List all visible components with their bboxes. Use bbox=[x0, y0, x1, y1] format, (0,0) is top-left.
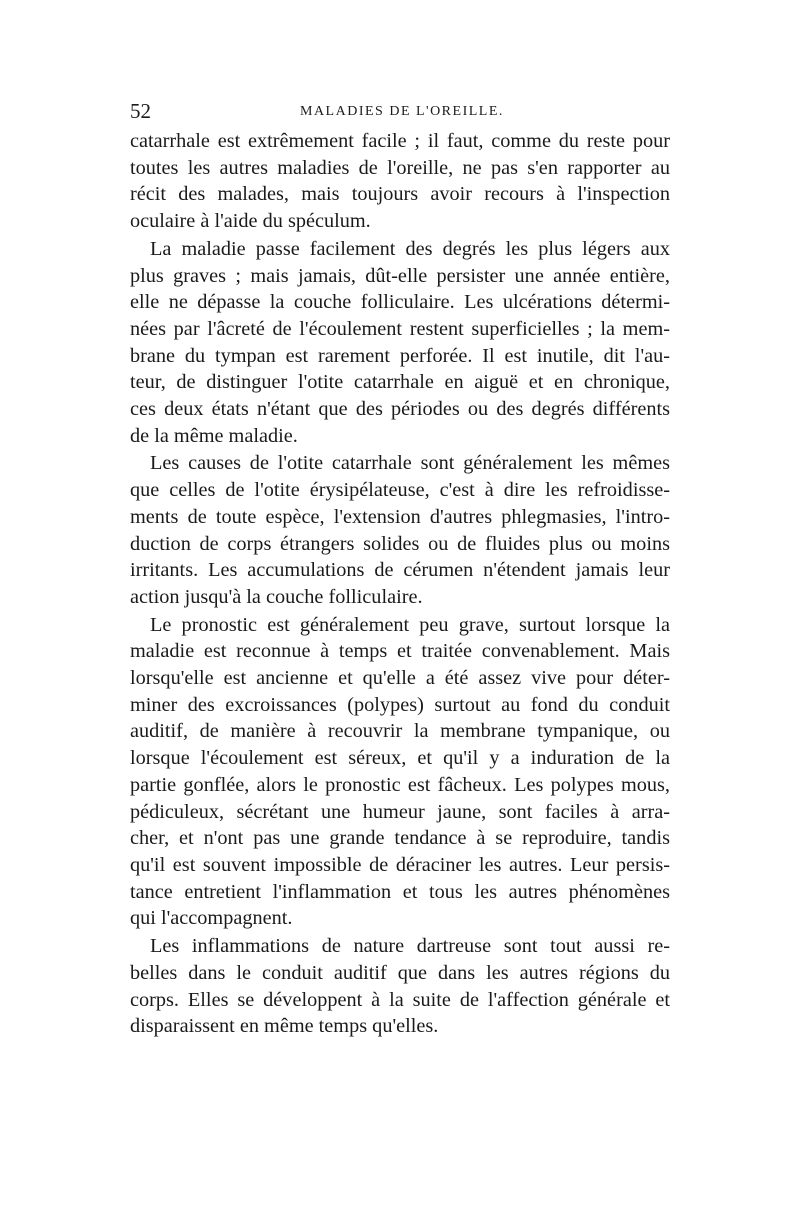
paragraph bbox=[130, 612, 670, 932]
text-line: Le pronostic est généralement peu grave, surtout lorsque la bbox=[150, 613, 670, 636]
page-number: 52 bbox=[130, 99, 151, 123]
text-line: Les inflammations de nature dartreuse sont tout aussi re- bbox=[150, 935, 670, 958]
text-line: cher, et n'ont pas une grande tendance à se reproduire, tandis bbox=[130, 827, 670, 850]
text-line: lorsqu'elle est ancienne et qu'elle a été assez vive pour déter- bbox=[130, 667, 670, 690]
text-line: La maladie passe facilement des degrés les plus légers aux bbox=[150, 237, 670, 260]
text-line: catarrhale est extrêmement facile ; il faut, comme du reste pour bbox=[130, 130, 670, 152]
text-line: partie gonflée, alors le pronostic est fâcheux. Les polypes mous, bbox=[130, 773, 670, 796]
text-line: miner des excroissances (polypes) surtout au fond du conduit bbox=[130, 693, 670, 716]
text-line: ments de toute espèce, l'extension d'autres phlegmasies, l'intro- bbox=[130, 505, 670, 528]
text-line: toutes les autres maladies de l'oreille, ne pas s'en rapporter au bbox=[130, 156, 670, 179]
text-line: auditif, de manière à recouvrir la membrane tympanique, ou bbox=[130, 720, 670, 743]
text-line: disparaissent en même temps qu'elles. bbox=[130, 1015, 439, 1038]
text-line: que celles de l'otite érysipélateuse, c'est à dire les refroidisse- bbox=[130, 479, 670, 502]
text-line: pédiculeux, sécrétant une humeur jaune, sont faciles à arra- bbox=[130, 800, 670, 823]
paragraph bbox=[130, 236, 670, 450]
text-line: corps. Elles se développent à la suite de l'affection générale et bbox=[130, 988, 670, 1011]
text-line: plus graves ; mais jamais, dût-elle persister une année entière, bbox=[130, 264, 670, 287]
text-line: duction de corps étrangers solides ou de fluides plus ou moins bbox=[130, 532, 670, 555]
running-title: MALADIES DE L'OREILLE. bbox=[300, 104, 504, 119]
text-line: récit des malades, mais toujours avoir recours à l'inspection bbox=[130, 183, 670, 206]
text-line: Les causes de l'otite catarrhale sont généralement les mêmes bbox=[150, 452, 670, 475]
paragraph bbox=[130, 128, 670, 235]
text-line: qu'il est souvent impossible de déraciner les autres. Leur persis- bbox=[130, 853, 670, 876]
running-head bbox=[130, 99, 670, 129]
text-line: irritants. Les accumulations de cérumen n'étendent jamais leur bbox=[130, 559, 670, 582]
text-line: qui l'accompagnent. bbox=[130, 907, 293, 930]
paragraph bbox=[130, 450, 670, 610]
text-line: lorsque l'écoulement est séreux, et qu'il y a induration de la bbox=[130, 747, 670, 770]
text-line: nées par l'âcreté de l'écoulement restent superficielles ; la mem- bbox=[130, 317, 670, 340]
text-line: brane du tympan est rarement perforée. Il est inutile, dit l'au- bbox=[130, 344, 670, 367]
text-line: belles dans le conduit auditif que dans les autres régions du bbox=[130, 961, 670, 984]
text-line: teur, de distinguer l'otite catarrhale en aiguë et en chronique, bbox=[130, 371, 670, 394]
text-line: tance entretient l'inflammation et tous les autres phénomènes bbox=[130, 880, 670, 903]
body-text bbox=[130, 128, 670, 1041]
text-line: action jusqu'à la couche folliculaire. bbox=[130, 585, 423, 608]
text-line: ces deux états n'étant que des périodes ou des degrés différents bbox=[130, 398, 670, 421]
text-line: maladie est reconnue à temps et traitée convenablement. Mais bbox=[130, 640, 670, 663]
text-line: oculaire à l'aide du spéculum. bbox=[130, 210, 371, 233]
text-line: elle ne dépasse la couche folliculaire. Les ulcérations détermi- bbox=[130, 291, 670, 314]
paragraph bbox=[130, 933, 670, 1040]
text-line: de la même maladie. bbox=[130, 424, 298, 447]
